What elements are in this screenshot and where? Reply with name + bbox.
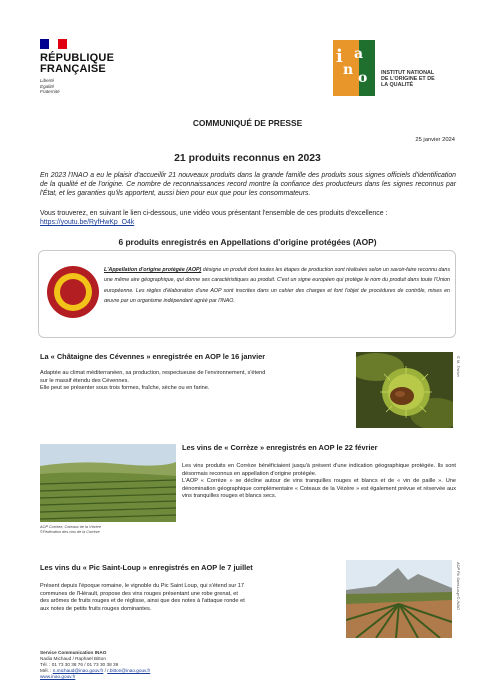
video-text: Vous trouverez, en suivant le lien ci-dessous, une vidéo vous présentant l'ensemble de ces produits d'excellence : [40,210,388,217]
website-link[interactable]: www.inao.gouv.fr [40,674,76,680]
correze-vineyard-photo [40,444,176,522]
aop-definition-text: désigne un produit dont toutes les étapes de production sont réalisées selon un savoir-faire reconnu dans une même aire géographique, qui donne ses caractéristiques au produit. C'est un signe européen qui protège le nom du produit dans toute l'Union européenne. Les règles d'élaboration d'une AOP sont inscrites dans un cahier des charges et font l'objet de procédures de contrôle, mises en œuvre par un organisme indépendant agréé par l'INAO. [104,267,451,304]
motto-fraternite: Fraternité [40,89,60,95]
intro-paragraph: En 2023 l'INAO a eu le plaisir d'accueillir 21 nouveaux produits dans la grande famille des produits sous signes officiels d'identification de la qualité et de l'origine. Ce nombre de reconnaissances record montre la confiance des producteurs dans les signes reconnus par l'État, et les garanties qu'ils apportent, aussi bien pour eux que pour les consommateurs. [40,172,456,198]
text-line: Adaptée au climat méditerranéen, sa production, respectueuse de l'environnement, s'étend [40,370,266,376]
mail-separator: / [103,668,108,674]
caption-line: ©Fédération des vins de la Corrèze [40,530,100,534]
text-paragraph: L'AOP « Corrèze » se décline autour de vins tranquilles rouges et blancs et de « vin de paille ». Une dénomination géographique complémentaire « Coteaux de la Vézère » est également prévue et réservée aux vins tranquilles rouges et blancs secs. [182,478,456,500]
institute-name [381,70,435,89]
section-pic-saint-loup-title: Les vins du « Pic Saint-Loup » enregistrés en AOP le 7 juillet [40,563,253,572]
mail-label: Mél. : [40,668,53,674]
video-paragraph [40,209,460,227]
photo-caption-correze [40,525,101,535]
institute-name-line: DE L'ORIGINE ET DE [381,76,435,83]
mail-link[interactable]: r.bitton@inao.gouv.fr [107,668,151,674]
contact-phones: Tél. : 01 73 30 38 76 / 01 73 30 38 39 [40,662,119,668]
document-date: 25 janvier 2024 [415,137,455,143]
text-line: aux notes de petits fruits rouges dominantes. [40,605,152,612]
aop-definition-link: L'Appellation d'origine protégée (AOP) [104,267,202,273]
section-correze-title: Les vins de « Corrèze » enregistrés en AOP le 22 février [182,443,378,452]
inao-logo-icon: i n a o [333,40,375,96]
video-link[interactable]: https://youtu.be/RyfHwKp_O4k [40,219,135,227]
motto-egalite: Égalité [40,83,55,89]
aop-definition [104,265,450,306]
republic-line-2: FRANÇAISE [40,63,106,75]
contact-names: Nadia Michaud / Raphaël Bitton [40,656,106,662]
page-title: 21 produits reconnus en 2023 [174,153,321,164]
photo-credit-pic-saint-loup: AOP Pic Saint-Loup © INAO [456,562,460,610]
text-line: sur le massif étendu des Cévennes. [40,377,129,384]
text-line: communes de l'Hérault, propose des vins rouges présentant une robe grenat, et [40,590,238,597]
document-kind: COMMUNIQUÉ DE PRESSE [192,118,303,128]
text-paragraph: Les vins produits en Corrèze bénéficiaient jusqu'à présent d'une indication géographique protégée. Ils sont désormais reconnus en appellation d'origine protégée. [182,463,456,477]
section-correze-text [182,463,456,501]
text-line: Elle peut se présenter sous trois formes, fraîche, sèche ou en farine. [40,385,210,392]
photo-credit-chataigne: © M. Thirion [456,356,460,377]
aop-heading: 6 produits enregistrés en Appellations d'origine protégées (AOP) [118,237,377,247]
institute-name-line: LA QUALITÉ [381,82,414,89]
text-line: Présent depuis l'époque romaine, le vignoble du Pic Saint Loup, qui s'étend sur 17 [40,583,244,589]
republic-motto [40,78,60,95]
contact-service: Service Communication INAO [40,650,107,655]
french-flag-icon [40,39,67,49]
institute-name-line: INSTITUT NATIONAL [381,70,435,76]
chestnut-photo [356,352,453,428]
aop-seal-icon [47,266,99,318]
section-chataigne-text [40,370,360,393]
mail-link[interactable]: n.michaud@inao.gouv.fr [52,668,104,674]
motto-liberte: Liberté [40,78,55,83]
republic-line-1: RÉPUBLIQUE [40,52,115,64]
text-line: des arômes de fruits rouges et de réglisse, ainsi que des notes à l'attaque ronde et [40,598,245,605]
republic-francaise-title [40,53,114,75]
pic-saint-loup-photo [346,560,452,638]
section-chataigne-title: La « Châtaigne des Cévennes » enregistrée en AOP le 16 janvier [40,352,266,361]
caption-line: AOP Corrèze, Coteaux de la Vézère [40,525,102,529]
section-pic-saint-loup-text [40,583,340,613]
press-contact [40,650,150,680]
